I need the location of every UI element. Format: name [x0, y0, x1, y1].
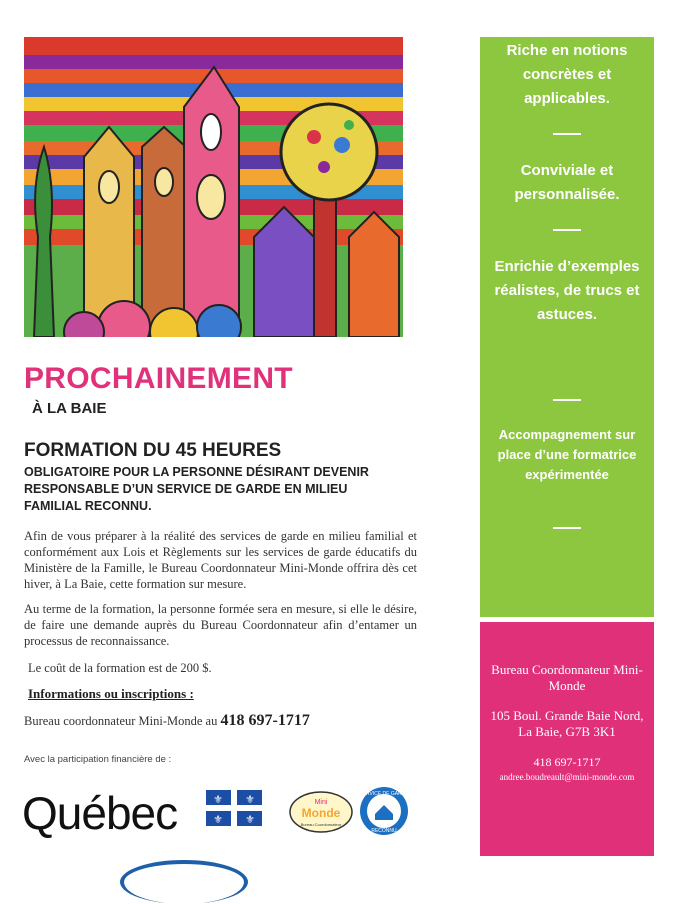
feature-item-1: Riche en notions concrètes et applicables.: [506, 42, 628, 107]
paragraph-intro: Afin de vous préparer à la réalité des services de garde en milieu familial et conformément aux Lois et Règlements sur les services de garde éducatifs du Ministère de la Famille, le Bureau Coordonnateur Mini-Monde offrira dès cet hiver, à La Baie, cette formation sur mesure.: [24, 529, 417, 591]
contact-org: Bureau Coordonnateur Mini-Monde: [491, 662, 643, 693]
contact-box-phone[interactable]: 418 697-1717: [533, 755, 601, 769]
children-painting-icon: [24, 37, 403, 337]
headline: PROCHAINEMENT: [24, 362, 293, 395]
service-de-garde-logo: [359, 786, 409, 836]
location-subtitle: À LA BAIE: [32, 400, 107, 417]
logo-mini-sub: Bureau Coordonnateur: [300, 822, 342, 827]
quebec-flag-icon: [206, 790, 262, 826]
contact-address: 105 Boul. Grande Baie Nord, La Baie, G7B 3K1: [490, 708, 644, 739]
logo-mini-text: Monde: [301, 806, 341, 820]
svg-text:⚜: ⚜: [245, 793, 255, 806]
feature-item-4: Accompagnement sur place d’une formatrice expérimentée: [497, 427, 637, 482]
sponsor-label: Avec la participation financière de :: [24, 754, 172, 765]
info-heading: Informations ou inscriptions :: [28, 686, 194, 701]
logo-service-text: SERVICE DE GARDE: [359, 791, 409, 797]
contact-email[interactable]: andree.boudreault@mini-monde.com: [499, 772, 635, 782]
contact-text: Bureau coordonnateur Mini-Monde au: [24, 714, 218, 728]
obligatoire-text: OBLIGATOIRE POUR LA PERSONNE DÉSIRANT DEVENIR RESPONSABLE D’UN SERVICE DE GARDE EN MILIEU FAMILIAL RECONNU.: [24, 465, 369, 513]
divider: [553, 399, 581, 401]
features-panel: [480, 37, 654, 617]
divider: [553, 133, 581, 135]
contact-phone[interactable]: 418 697-1717: [220, 712, 310, 729]
quebec-logo: Québec: [22, 787, 178, 839]
bottom-logo-arc: [120, 860, 248, 904]
paragraph-outcome: Au terme de la formation, la personne formée sera en mesure, si elle le désire, de faire une demande auprès du Bureau Coordonnateur afin d’entamer un processus de reconnaissance.: [24, 602, 417, 648]
contact-panel: [480, 622, 654, 856]
divider: [553, 527, 581, 529]
divider: [553, 229, 581, 231]
cost-text: Le coût de la formation est de 200 $.: [28, 661, 212, 675]
svg-text:⚜: ⚜: [213, 793, 223, 806]
feature-item-3: Enrichie d’exemples réalistes, de trucs et astuces.: [494, 258, 640, 323]
svg-text:⚜: ⚜: [245, 813, 255, 826]
logo-service-sub: RECONNU: [371, 828, 397, 834]
feature-item-2: Conviviale et personnalisée.: [514, 162, 620, 203]
svg-text:⚜: ⚜: [213, 813, 223, 826]
logo-mini-top: Mini: [314, 799, 328, 806]
mini-monde-logo: [288, 790, 354, 834]
hero-painting: [24, 37, 403, 337]
contact-line: [24, 712, 310, 730]
formation-title: FORMATION DU 45 HEURES: [24, 440, 282, 461]
